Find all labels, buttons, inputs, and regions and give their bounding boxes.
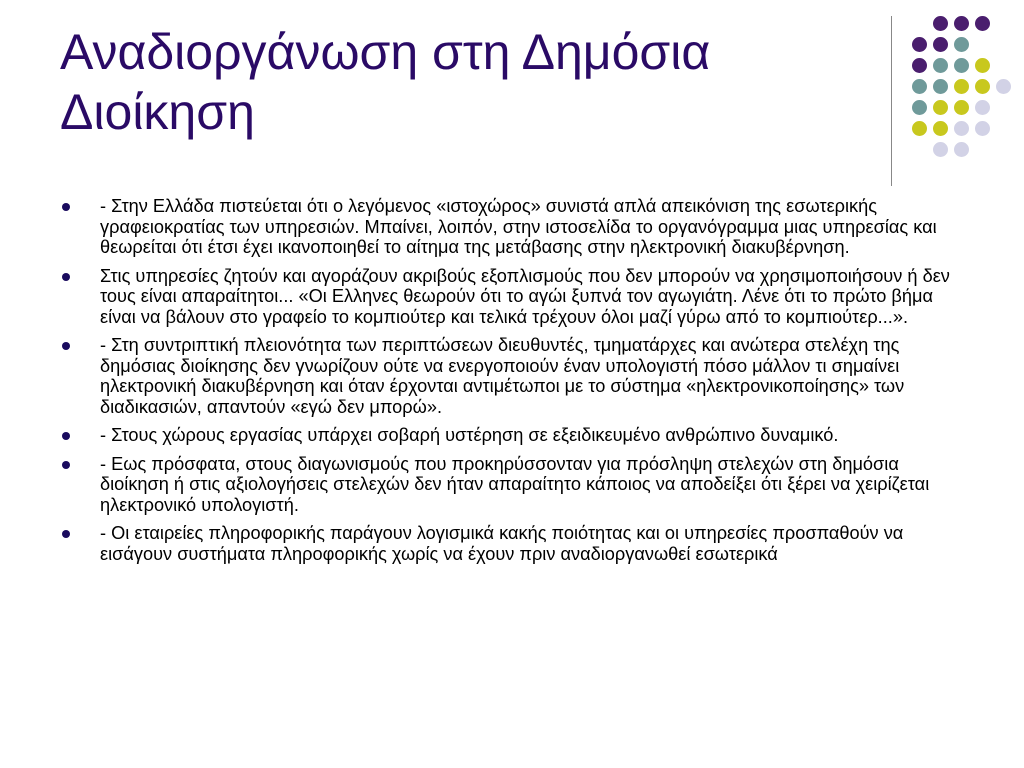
- decorative-dot: [933, 100, 948, 115]
- decorative-dot: [975, 79, 990, 94]
- decorative-dot: [933, 37, 948, 52]
- decorative-dot: [933, 79, 948, 94]
- decorative-dot-grid: [0, 0, 1024, 200]
- bullet-icon: [62, 273, 70, 281]
- bullet-text: - Οι εταιρείες πληροφορικής παράγουν λογισμικά κακής ποιότητας και οι υπηρεσίες προσπαθούν να εισάγουν συστήματα πληροφορικής χωρίς να έχουν πριν αναδιοργανωθεί εσωτερικά: [100, 523, 904, 564]
- bullet-item: [62, 523, 962, 564]
- bullet-item: [62, 196, 962, 258]
- decorative-dot: [975, 121, 990, 136]
- bullet-icon: [62, 530, 70, 538]
- decorative-dot: [954, 16, 969, 31]
- decorative-dot: [933, 121, 948, 136]
- decorative-dot: [954, 37, 969, 52]
- bullet-item: [62, 266, 962, 328]
- bullet-icon: [62, 342, 70, 350]
- bullet-icon: [62, 432, 70, 440]
- decorative-dot: [912, 79, 927, 94]
- bullet-list: [62, 196, 962, 572]
- decorative-dot: [954, 58, 969, 73]
- decorative-dot: [975, 16, 990, 31]
- decorative-dot: [975, 58, 990, 73]
- bullet-item: [62, 454, 962, 516]
- decorative-dot: [912, 100, 927, 115]
- decorative-dot: [933, 16, 948, 31]
- decorative-dot: [975, 100, 990, 115]
- decorative-dot: [933, 58, 948, 73]
- decorative-dot: [912, 37, 927, 52]
- decorative-dot: [954, 121, 969, 136]
- bullet-text: - Εως πρόσφατα, στους διαγωνισμούς που προκηρύσσονταν για πρόσληψη στελεχών στη δημόσια διοίκηση ή στις αξιολογήσεις στελεχών δεν ήταν απαραίτητο κάποιος να αποδείξει ότι ξέρει να χειρίζεται ηλεκτρονικό υπολογιστή.: [100, 453, 930, 515]
- decorative-dot: [954, 142, 969, 157]
- bullet-text: - Στους χώρους εργασίας υπάρχει σοβαρή υστέρηση σε εξειδικευμένο ανθρώπινο δυναμικό.: [100, 425, 839, 445]
- decorative-dot: [954, 100, 969, 115]
- bullet-icon: [62, 203, 70, 211]
- bullet-item: [62, 425, 962, 446]
- slide-title: Αναδιοργάνωση στη Δημόσια Διοίκηση: [60, 24, 711, 140]
- bullet-text: - Στην Ελλάδα πιστεύεται ότι ο λεγόμενος «ιστοχώρος» συνιστά απλά απεικόνιση της εσωτερικής γραφειοκρατίας των υπηρεσιών. Μπαίνει, λοιπόν, στην ιστοσελίδα το οργανόγραμμα μιας υπηρεσίας και θεωρείται ότι έτσι έχει ικανοποιηθεί το αίτημα της μετάβασης στην ηλεκτρονική διακυβέρνηση.: [100, 196, 937, 257]
- decorative-dot: [912, 121, 927, 136]
- bullet-icon: [62, 461, 70, 469]
- bullet-text: - Στη συντριπτική πλειονότητα των περιπτώσεων διευθυντές, τμηματάρχες και ανώτερα στελέχη της δημόσιας διοίκησης δεν γνωρίζουν ούτε να ενεργοποιούν έναν υπολογιστή πόσο μάλλον τι σημαίνει ηλεκτρονική διακυβέρνηση και όταν έρχονται αντιμέτωποι με το σύστημα «ηλεκτρονικοποίησης» των διαδικασιών, απαντούν «εγώ δεν μπορώ».: [100, 335, 905, 417]
- decorative-dot: [996, 79, 1011, 94]
- decorative-dot: [933, 142, 948, 157]
- decorative-dot: [912, 58, 927, 73]
- bullet-item: [62, 335, 962, 417]
- bullet-text: Στις υπηρεσίες ζητούν και αγοράζουν ακριβούς εξοπλισμούς που δεν μπορούν να χρησιμοποιήσουν ή δεν τους είναι απαραίτητοι... «Οι Ελληνες θεωρούν ότι το αγώι ξυπνά τον αγωγιάτη. Λένε ότι το πρώτο βήμα είναι να βάλουν στο γραφείο το κομπιούτερ και τελικά τρέχουν όλοι μαζί γύρω από το κομπιούτερ...».: [100, 265, 950, 327]
- decorative-dot: [954, 79, 969, 94]
